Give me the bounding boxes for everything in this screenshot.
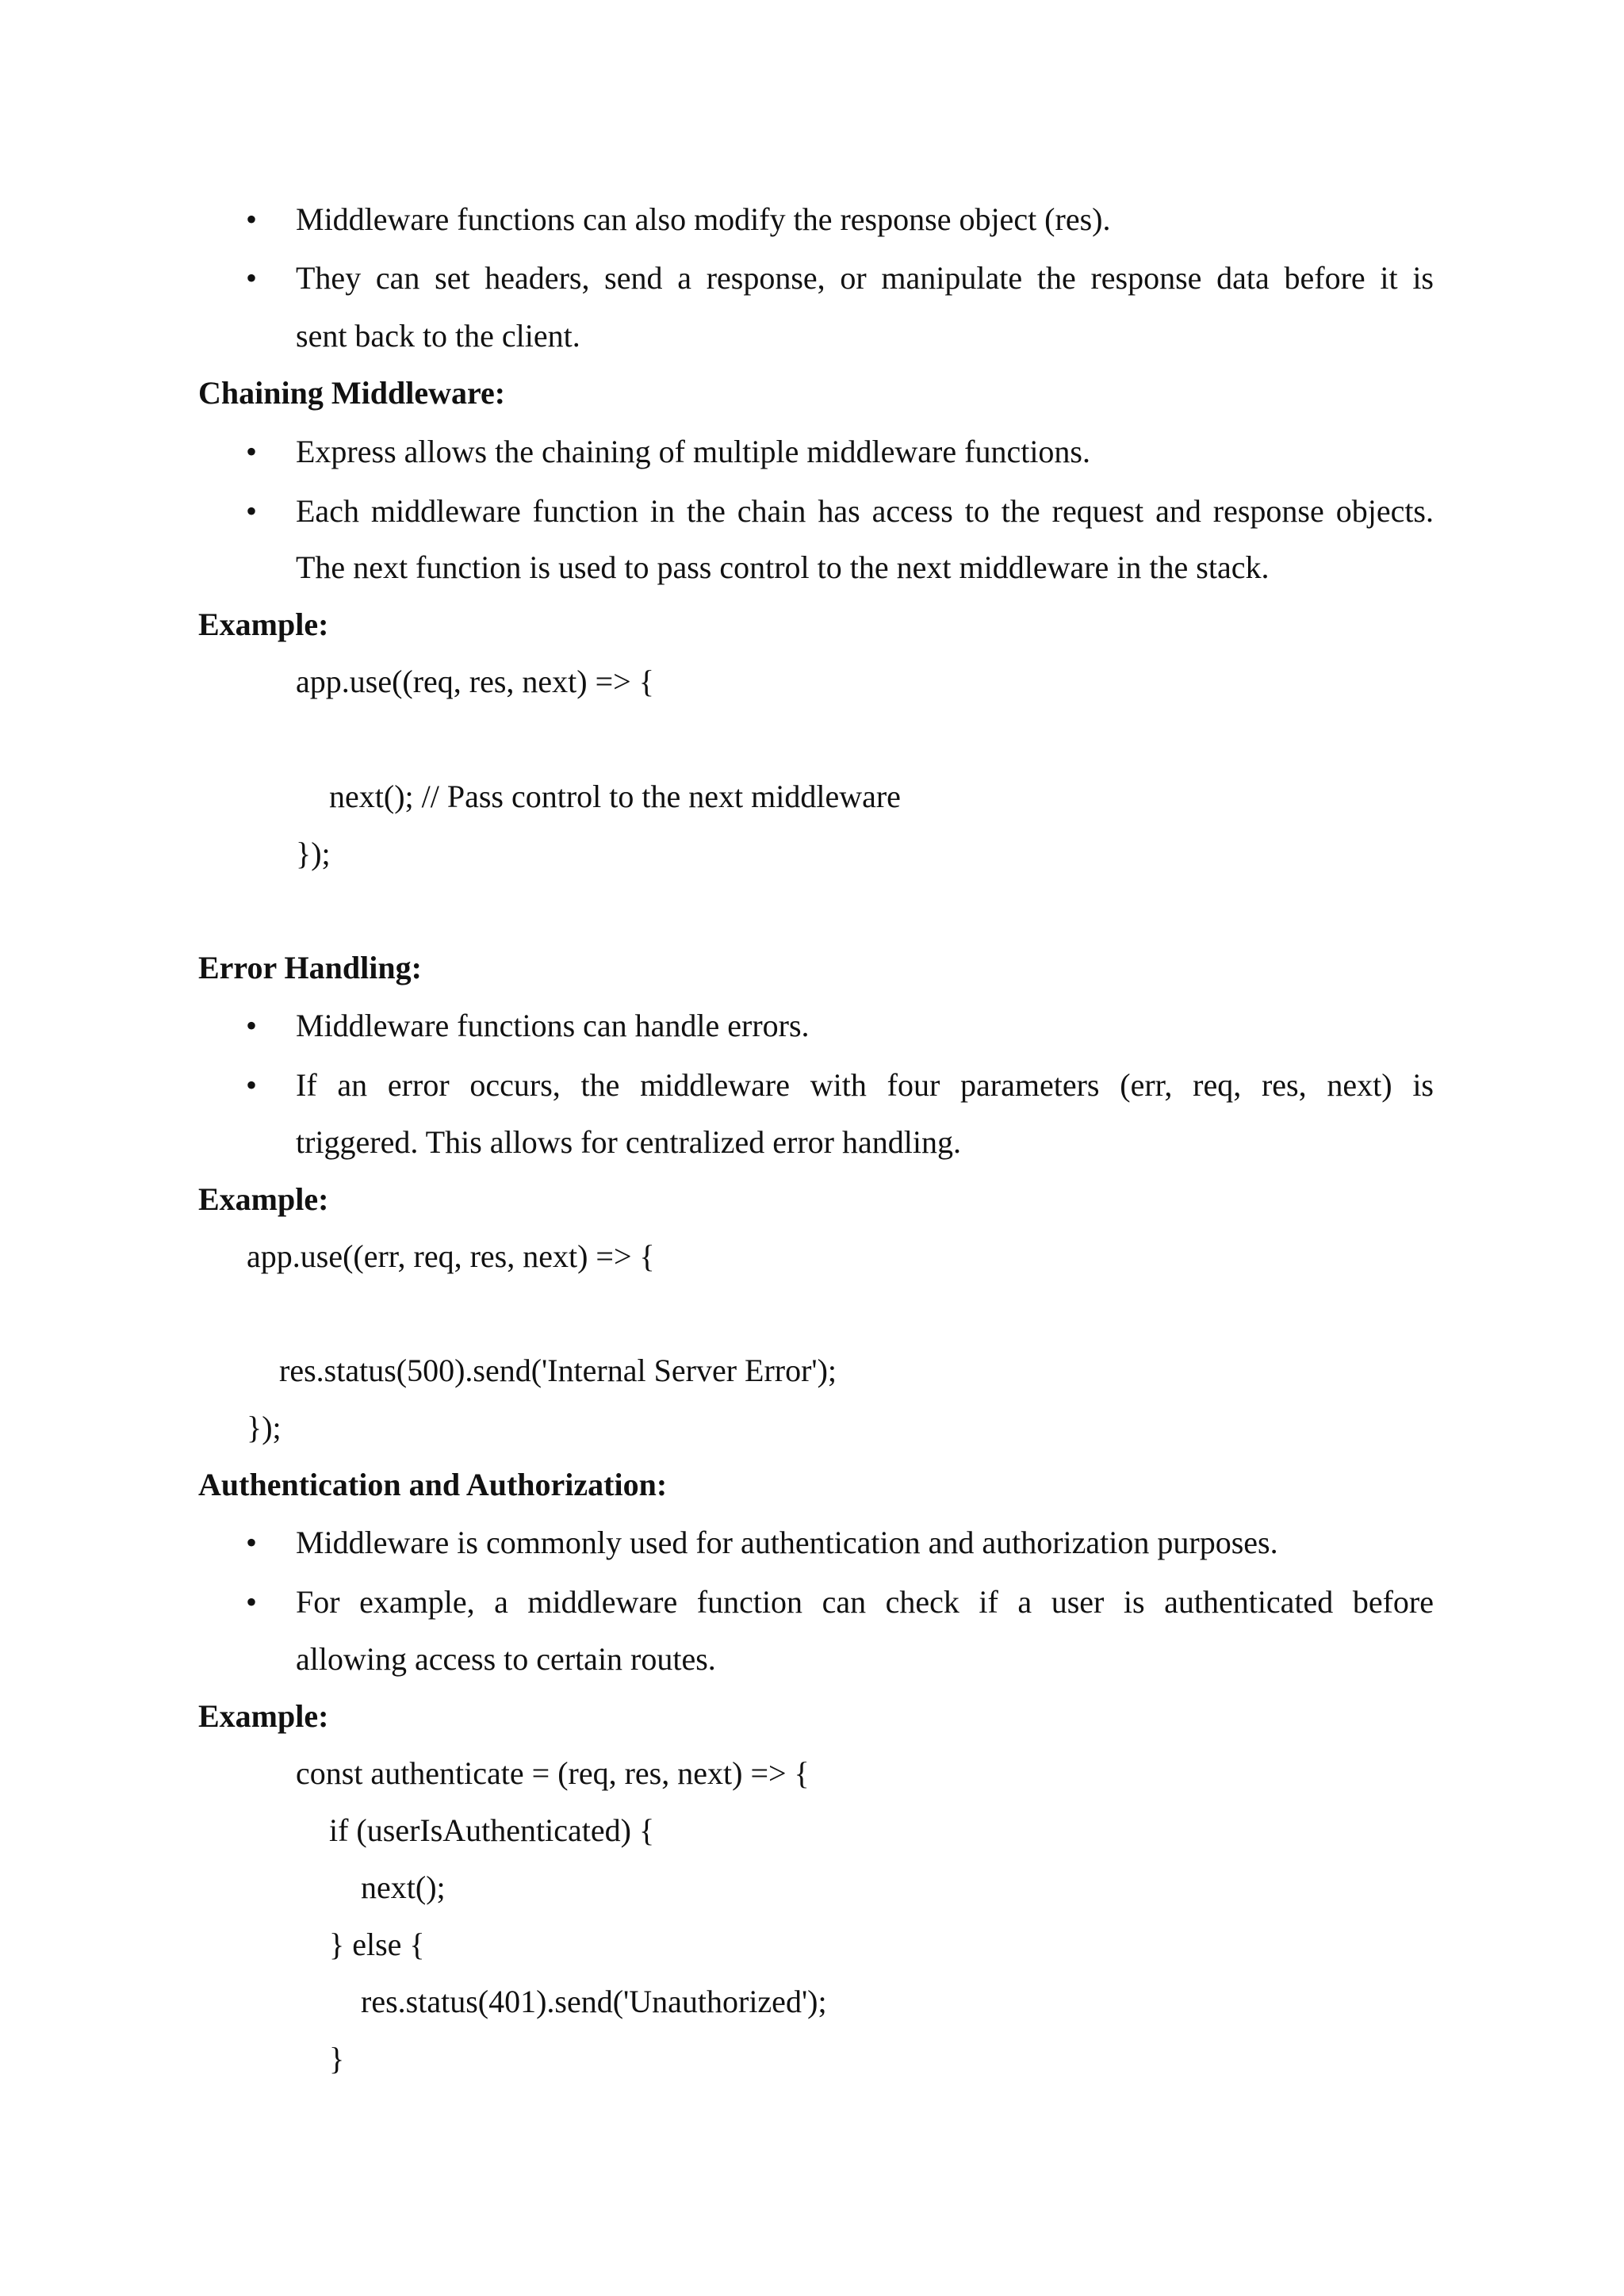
code-line: next(); <box>361 1869 446 1905</box>
code-line: if (userIsAuthenticated) { <box>329 1812 655 1848</box>
bullet-marker: • <box>246 493 258 529</box>
bullet-marker: • <box>246 1525 258 1560</box>
bullet-text-continued: The next function is used to pass control to the next middleware in the stack. <box>296 549 1270 585</box>
code-line: }); <box>247 1410 282 1445</box>
bullet-text: Middleware functions can also modify the response object (res). <box>296 201 1111 237</box>
code-line: app.use((req, res, next) => { <box>296 664 654 699</box>
bullet-text: Middleware functions can handle errors. <box>296 1008 810 1043</box>
example-label: Example: <box>198 1181 329 1217</box>
bullet-marker: • <box>246 1008 258 1043</box>
section-heading-errors: Error Handling: <box>198 950 422 985</box>
code-line: res.status(401).send('Unauthorized'); <box>361 1984 827 2019</box>
code-line: } <box>329 2041 345 2076</box>
code-line: } else { <box>329 1927 425 1962</box>
bullet-text: Each middleware function in the chain has access to the request and response objects. <box>296 493 1434 529</box>
bullet-text-continued: allowing access to certain routes. <box>296 1641 716 1677</box>
code-line: }); <box>296 836 331 871</box>
bullet-text: Express allows the chaining of multiple middleware functions. <box>296 434 1090 469</box>
bullet-text: For example, a middleware function can check if a user is authenticated before <box>296 1584 1434 1620</box>
bullet-marker: • <box>246 434 258 469</box>
section-heading-auth: Authentication and Authorization: <box>198 1467 668 1502</box>
code-line: const authenticate = (req, res, next) => { <box>296 1755 810 1791</box>
code-line: next(); // Pass control to the next middleware <box>329 779 901 814</box>
example-label: Example: <box>198 1698 329 1734</box>
bullet-text-continued: sent back to the client. <box>296 318 580 354</box>
bullet-text: If an error occurs, the middleware with four parameters (err, req, res, next) is <box>296 1067 1434 1103</box>
bullet-text: Middleware is commonly used for authentication and authorization purposes. <box>296 1525 1278 1560</box>
bullet-marker: • <box>246 260 258 296</box>
bullet-marker: • <box>246 1584 258 1620</box>
bullet-text: They can set headers, send a response, or manipulate the response data before it is <box>296 260 1434 296</box>
code-line: res.status(500).send('Internal Server Error'); <box>279 1353 837 1388</box>
bullet-marker: • <box>246 201 258 237</box>
code-line: app.use((err, req, res, next) => { <box>247 1238 655 1274</box>
section-heading-chaining: Chaining Middleware: <box>198 375 506 411</box>
bullet-marker: • <box>246 1067 258 1103</box>
bullet-text-continued: triggered. This allows for centralized error handling. <box>296 1124 961 1160</box>
example-label: Example: <box>198 607 329 642</box>
